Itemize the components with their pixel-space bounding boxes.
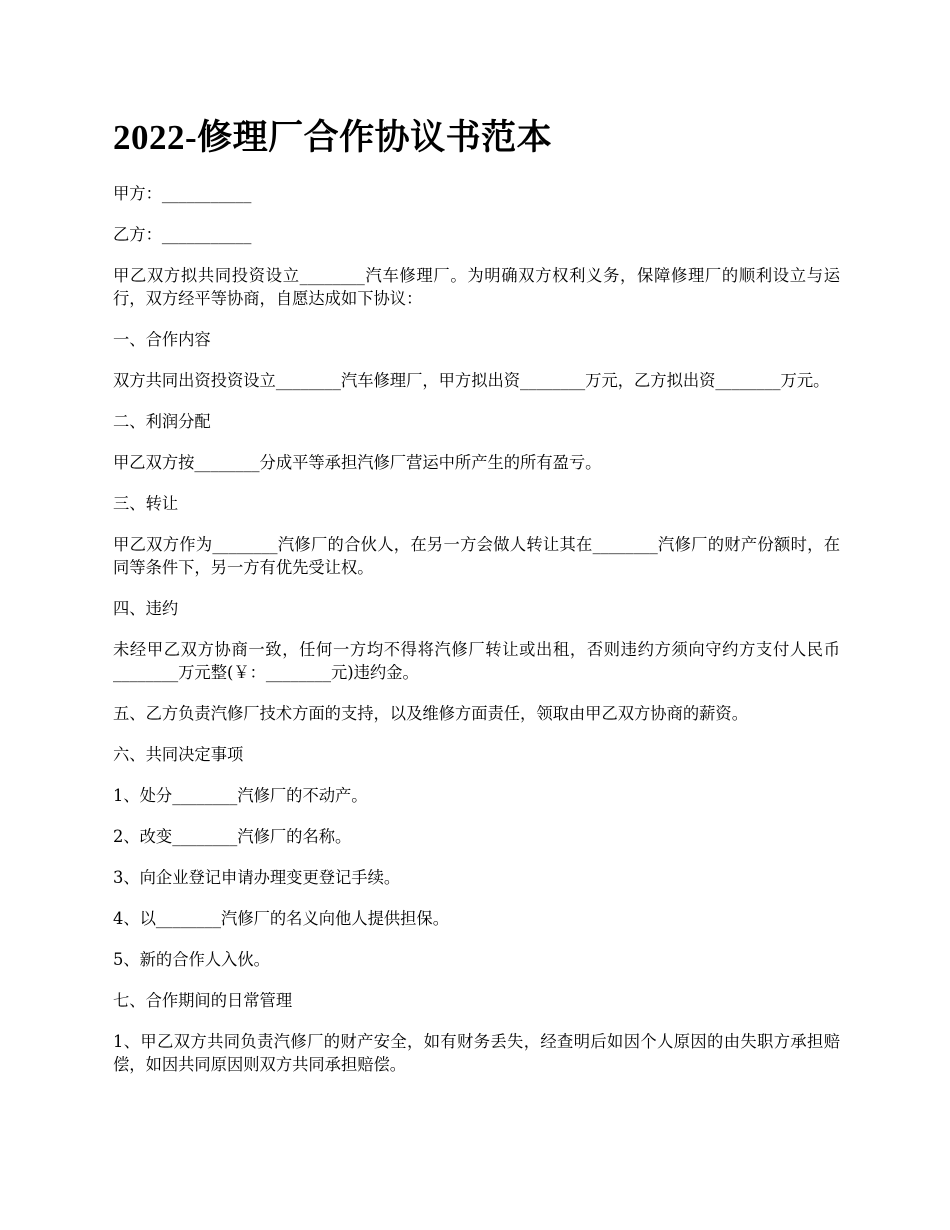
section-heading-joint-decisions: 六、共同决定事项 [113, 745, 244, 764]
breach-paragraph: 未经甲乙双方协商一致，任何一方均不得将汽修厂转让或出租，否则违约方须向守约方支付人民币________万元整(￥：________元)违约金。 [113, 640, 840, 682]
section-heading-cooperation: 一、合作内容 [113, 330, 211, 349]
joint-decision-item-2: 2、改变________汽修厂的名称。 [113, 827, 352, 846]
transfer-paragraph: 甲乙双方作为________汽修厂的合伙人，在另一方会做人转让其在________汽修厂的财产份额时，在同等条件下，另一方有优先受让权。 [113, 535, 840, 577]
section-five-paragraph: 五、乙方负责汽修厂技术方面的支持，以及维修方面责任，领取由甲乙双方协商的薪资。 [113, 704, 748, 723]
daily-management-item-1: 1、甲乙双方共同负责汽修厂的财产安全，如有财务丢失，经查明后如因个人原因的由失职方承担赔偿，如因共同原因则双方共同承担赔偿。 [113, 1032, 840, 1074]
document-page [113, 112, 840, 1094]
section-heading-daily-management: 七、合作期间的日常管理 [113, 991, 293, 1010]
section-heading-profit: 二、利润分配 [113, 412, 211, 431]
profit-paragraph: 甲乙双方按________分成平等承担汽修厂营运中所产生的所有盈亏。 [113, 453, 602, 472]
section-heading-transfer: 三、转让 [113, 494, 179, 513]
joint-decision-item-3: 3、向企业登记申请办理变更登记手续。 [113, 868, 401, 887]
party-a-line: 甲方：___________ [113, 184, 252, 203]
section-heading-breach: 四、违约 [113, 599, 179, 618]
party-b-line: 乙方：___________ [113, 225, 252, 244]
preamble-paragraph: 甲乙双方拟共同投资设立________汽车修理厂。为明确双方权利义务，保障修理厂的顺利设立与运行，双方经平等协商，自愿达成如下协议： [113, 266, 840, 308]
document-title: 2022-修理厂合作协议书范本 [113, 118, 553, 157]
joint-decision-item-4: 4、以________汽修厂的名义向他人提供担保。 [113, 909, 449, 928]
cooperation-paragraph: 双方共同出资投资设立________汽车修理厂，甲方拟出资________万元，乙方拟出资________万元。 [113, 371, 830, 390]
joint-decision-item-5: 5、新的合作人入伙。 [113, 950, 270, 969]
joint-decision-item-1: 1、处分________汽修厂的不动产。 [113, 786, 368, 805]
